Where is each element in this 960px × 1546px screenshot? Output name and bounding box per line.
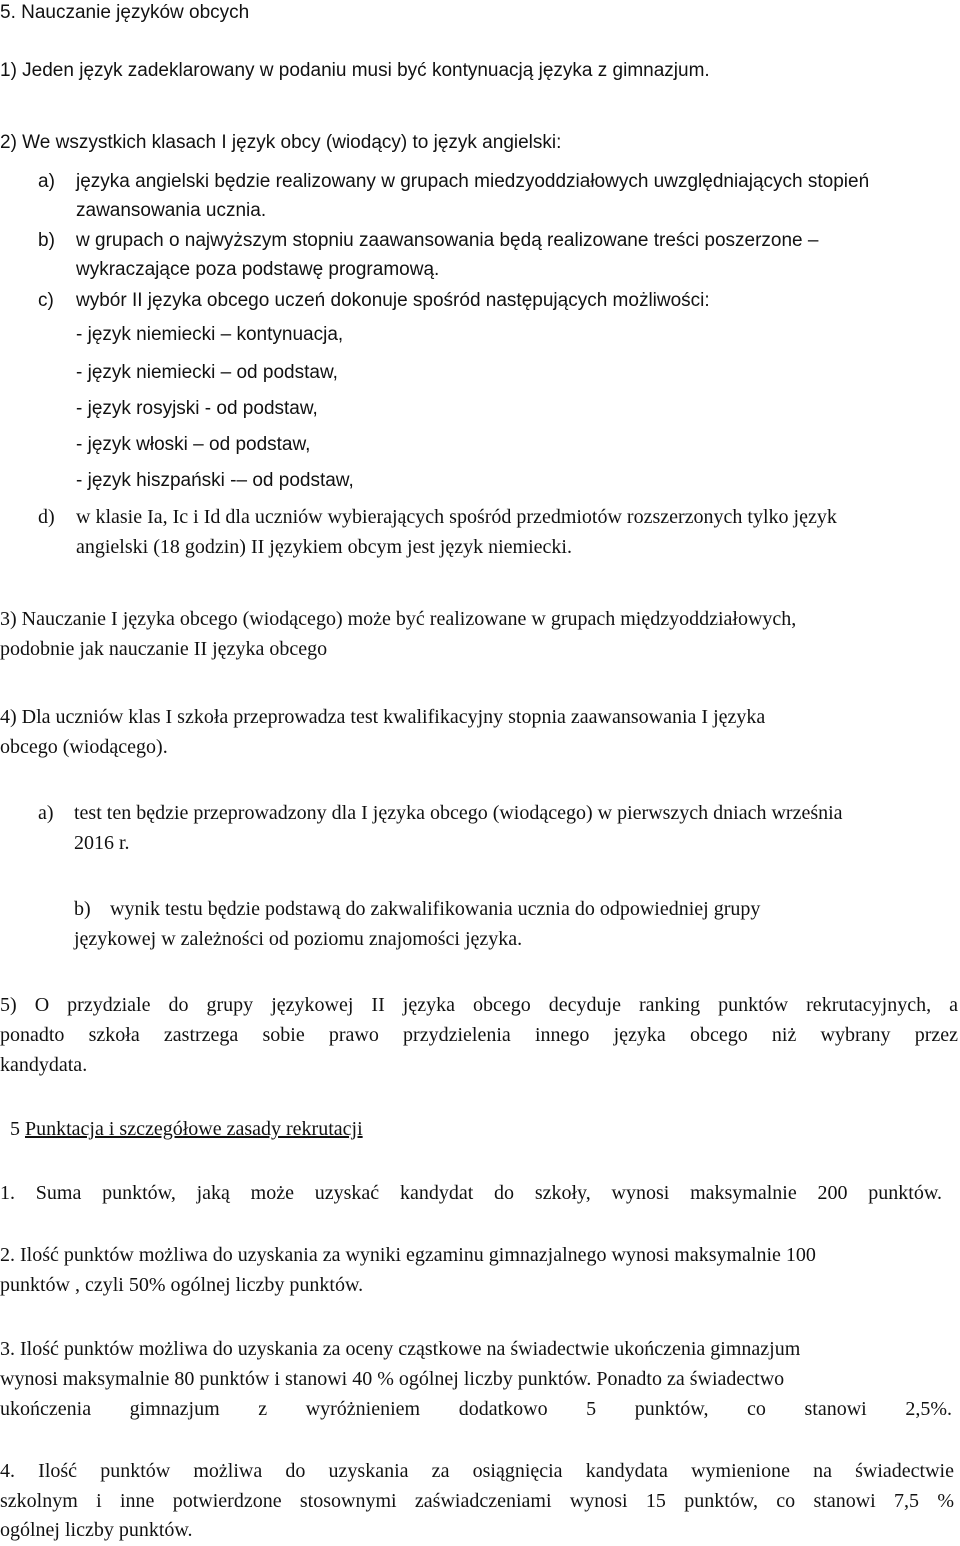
list-marker-c: c) bbox=[38, 290, 54, 311]
scoring-heading bbox=[10, 1118, 363, 1141]
scoring-rule-1: 1. Suma punktów, jaką może uzyskać kandydat do szkoły, wynosi maksymalnie 200 punktów. bbox=[0, 1182, 942, 1204]
list-item-a-line-2: zawansowania ucznia. bbox=[76, 200, 267, 221]
list-marker-d: d) bbox=[38, 506, 55, 528]
list-item-b-line-1: w grupach o najwyższym stopniu zaawansowania będą realizowane treści poszerzone – bbox=[76, 230, 819, 251]
paragraph-4-line-1: 4) Dla uczniów klas I szkoła przeprowadza test kwalifikacyjny stopnia zaawansowania I języka bbox=[0, 706, 766, 728]
test-item-b-line-1: wynik testu będzie podstawą do zakwalifikowania ucznia do odpowiedniej grupy bbox=[110, 898, 761, 920]
list-item-b-line-2: wykraczające poza podstawę programową. bbox=[76, 259, 440, 280]
paragraph-3-line-1: 3) Nauczanie I języka obcego (wiodącego) może być realizowane w grupach międzyoddziałowych, bbox=[0, 608, 797, 630]
list-marker-a: a) bbox=[38, 171, 55, 192]
scoring-rule-2-line-1: 2. Ilość punktów możliwa do uzyskania za wyniki egzaminu gimnazjalnego wynosi maksymalnie 100 bbox=[0, 1244, 816, 1266]
scoring-rule-3-line-3: ukończenia gimnazjum z wyróżnieniem dodatkowo 5 punktów, co stanowi 2,5%. bbox=[0, 1398, 952, 1420]
scoring-rule-2-line-2: punktów , czyli 50% ogólnej liczby punktów. bbox=[0, 1274, 364, 1296]
test-item-b-line-2: językowej w zależności od poziomu znajomości języka. bbox=[74, 928, 523, 950]
test-marker-b: b) bbox=[74, 898, 91, 920]
list-marker-b: b) bbox=[38, 230, 55, 251]
scoring-rule-3-line-2: wynosi maksymalnie 80 punktów i stanowi 40 % ogólnej liczby punktów. Ponadto za świadectwo bbox=[0, 1368, 785, 1390]
scoring-rule-3-line-1: 3. Ilość punktów możliwa do uzyskania za oceny cząstkowe na świadectwie ukończenia gimnazjum bbox=[0, 1338, 801, 1360]
test-item-a-line-1: test ten będzie przeprowadzony dla I języka obcego (wiodącego) w pierwszych dniach września bbox=[74, 802, 843, 824]
list-item-d-line-2: angielski (18 godzin) II językiem obcym jest język niemiecki. bbox=[76, 536, 572, 558]
language-option: - język niemiecki – kontynuacja, bbox=[76, 324, 344, 345]
paragraph-2: 2) We wszystkich klasach I język obcy (wiodący) to język angielski: bbox=[0, 132, 562, 153]
scoring-rule-4-line-1: 4. Ilość punktów możliwa do uzyskania za osiągnięcia kandydata wymienione na świadectwie bbox=[0, 1460, 954, 1482]
list-item-d-line-1: w klasie Ia, Ic i Id dla uczniów wybierających spośród przedmiotów rozszerzonych tylko język bbox=[76, 506, 837, 528]
scoring-rule-4-line-3: ogólnej liczby punktów. bbox=[0, 1519, 193, 1541]
language-option: - język włoski – od podstaw, bbox=[76, 434, 311, 455]
test-marker-a: a) bbox=[38, 802, 54, 824]
paragraph-5-line-1: 5) O przydziale do grupy językowej II języka obcego decyduje ranking punktów rekrutacyjnych, a bbox=[0, 994, 958, 1016]
language-option: - język niemiecki – od podstaw, bbox=[76, 362, 338, 383]
paragraph-5-line-3: kandydata. bbox=[0, 1054, 88, 1076]
paragraph-1: 1) Jeden język zadeklarowany w podaniu musi być kontynuacją języka z gimnazjum. bbox=[0, 60, 710, 81]
list-item-a-line-1: języka angielski będzie realizowany w grupach miedzyoddziałowych uwzględniających stopień bbox=[76, 171, 870, 192]
scoring-heading-number: 5 bbox=[10, 1118, 20, 1140]
scoring-heading-title: Punktacja i szczegółowe zasady rekrutacji bbox=[25, 1118, 363, 1140]
paragraph-3-line-2: podobnie jak nauczanie II języka obcego bbox=[0, 638, 328, 660]
scoring-rule-4-line-2: szkolnym i inne potwierdzone stosownymi zaświadczeniami wynosi 15 punktów, co stanowi 7,5 % bbox=[0, 1490, 954, 1512]
paragraph-4-line-2: obcego (wiodącego). bbox=[0, 736, 168, 758]
list-item-c-line-1: wybór II języka obcego uczeń dokonuje spośród następujących możliwości: bbox=[76, 290, 710, 311]
language-option: - język hiszpański -– od podstaw, bbox=[76, 470, 354, 491]
test-item-a-line-2: 2016 r. bbox=[74, 832, 130, 854]
section-heading: 5. Nauczanie języków obcych bbox=[0, 2, 250, 23]
language-option: - język rosyjski - od podstaw, bbox=[76, 398, 318, 419]
paragraph-5-line-2: ponadto szkoła zastrzega sobie prawo przydzielenia innego języka obcego niż wybrany przez bbox=[0, 1024, 958, 1046]
